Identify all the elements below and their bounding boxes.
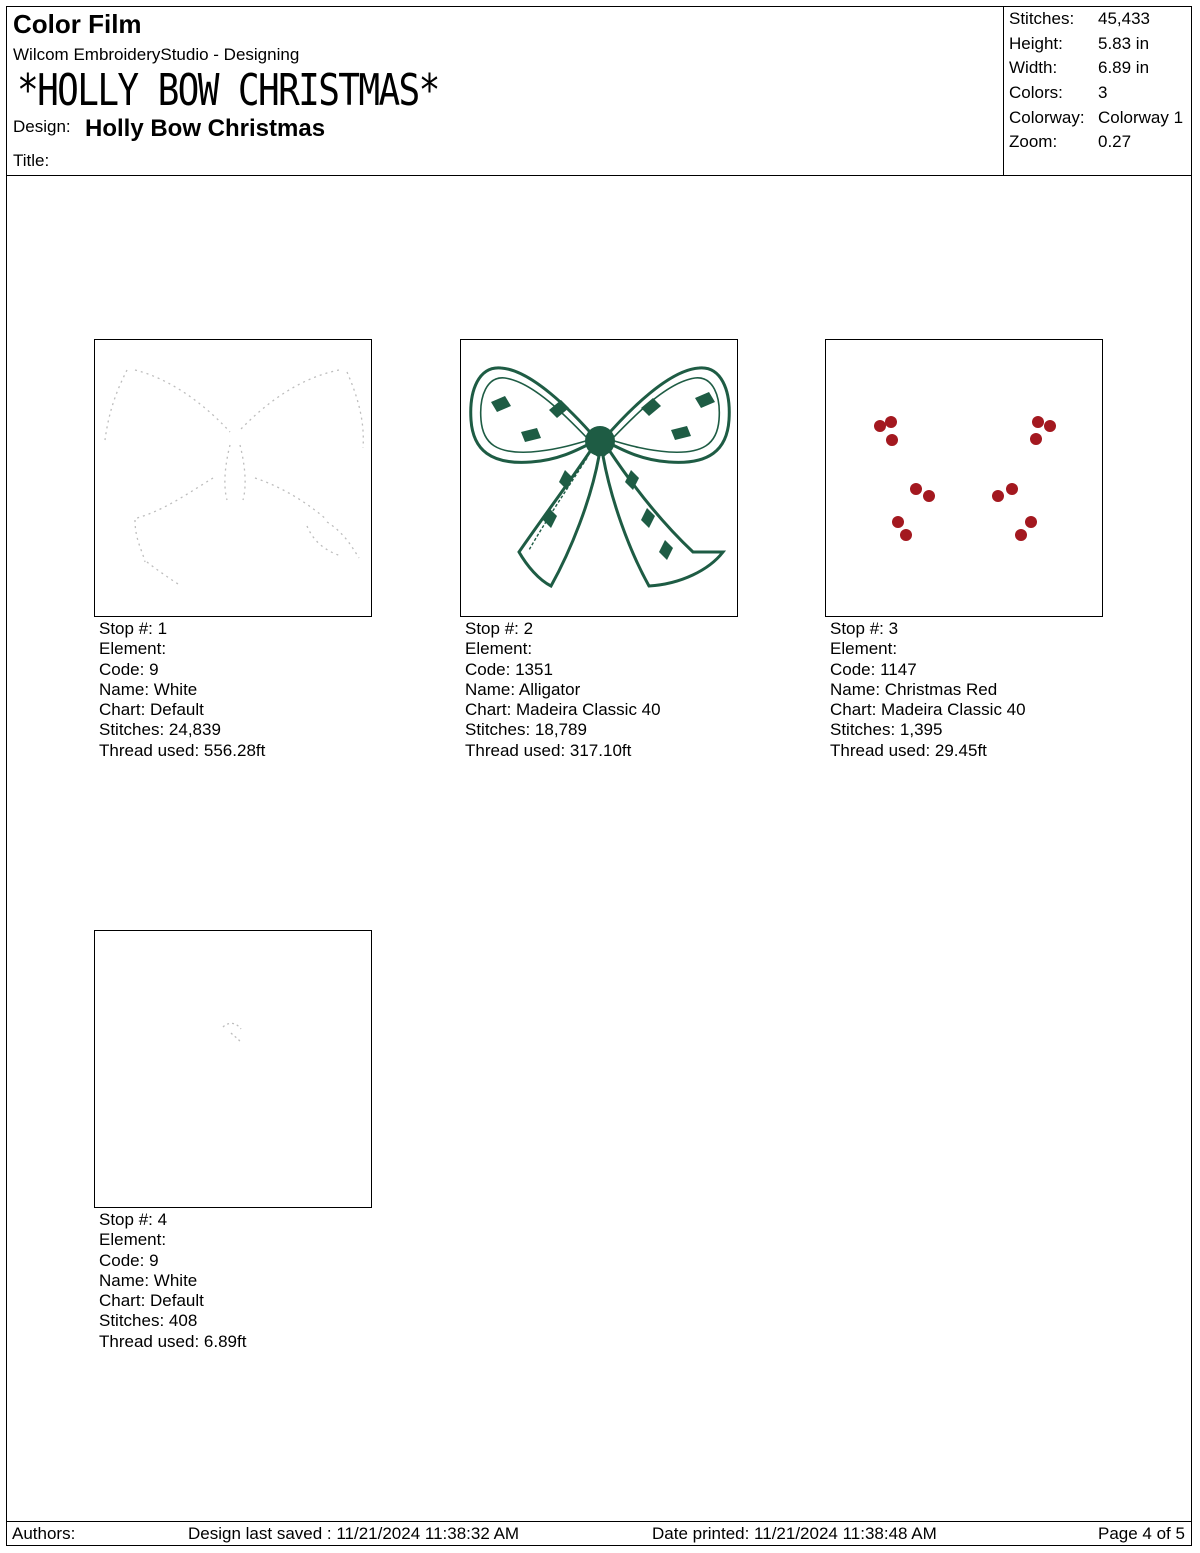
- stop-1-info: [99, 619, 372, 761]
- stop-number: Stop #: 1: [99, 619, 168, 638]
- stop-thread-name: Name: Alligator: [465, 679, 581, 699]
- stop-chart: Chart: Default: [99, 1291, 204, 1311]
- stop-thread-used: Thread used: 556.28ft: [99, 740, 266, 760]
- stop-number: Stop #: 2: [465, 619, 534, 638]
- stop-card-4: [94, 930, 372, 1352]
- white-detail-stitches-icon: [95, 931, 372, 1208]
- stop-thread-used: Thread used: 6.89ft: [99, 1331, 247, 1351]
- stop-stitches: Stitches: 1,395: [830, 720, 943, 740]
- stop-thread-name: Name: White: [99, 1270, 198, 1290]
- stop-3-thumbnail: [825, 339, 1103, 617]
- stat-value: 0.27: [1098, 132, 1132, 152]
- report-title: Color Film: [13, 9, 142, 39]
- page-number: Page 4 of 5: [1098, 1524, 1185, 1543]
- stop-thread-name: Name: Christmas Red: [830, 679, 998, 699]
- stat-label: Width:: [1009, 58, 1058, 78]
- stop-code: Code: 9: [99, 1250, 159, 1270]
- design-label: Design:: [13, 117, 71, 136]
- stop-thread-name: Name: White: [99, 679, 198, 699]
- report-footer: [7, 1521, 1191, 1547]
- stop-element: Element:: [830, 639, 898, 659]
- stop-chart: Chart: Madeira Classic 40: [830, 700, 1026, 720]
- stop-stitches: Stitches: 408: [99, 1311, 198, 1331]
- stop-code: Code: 1147: [830, 659, 917, 679]
- stop-2-thumbnail: [460, 339, 738, 617]
- authors-label: Authors:: [12, 1524, 76, 1543]
- report-header: [7, 7, 1191, 176]
- stop-card-2: [460, 339, 738, 761]
- stop-number: Stop #: 4: [99, 1210, 168, 1229]
- bow-outline: [471, 368, 730, 586]
- title-label: Title:: [13, 151, 50, 170]
- stop-element: Element:: [465, 639, 533, 659]
- berries: [874, 416, 1056, 541]
- underlay-stitches: [105, 370, 363, 586]
- stop-4-thumbnail: [94, 930, 372, 1208]
- detail-stitches: [223, 1023, 241, 1043]
- stop-2-info: [465, 619, 738, 761]
- stop-thread-used: Thread used: 29.45ft: [830, 740, 987, 760]
- stop-element: Element:: [99, 639, 167, 659]
- stop-1-thumbnail: [94, 339, 372, 617]
- stop-code: Code: 1351: [465, 659, 553, 679]
- color-film-sheet: [6, 6, 1192, 1546]
- white-underlay-bow-icon: [95, 340, 372, 617]
- stop-thread-used: Thread used: 317.10ft: [465, 740, 632, 760]
- stat-label: Stitches:: [1009, 9, 1075, 28]
- app-name: Wilcom EmbroideryStudio - Designing: [13, 45, 300, 64]
- date-printed: Date printed: 11/21/2024 11:38:48 AM: [652, 1524, 937, 1543]
- stat-label: Height:: [1009, 33, 1063, 53]
- stop-chart: Chart: Default: [99, 700, 204, 720]
- stat-value: 45,433: [1098, 9, 1150, 28]
- stat-label: Colors:: [1009, 83, 1063, 103]
- stop-3-info: [830, 619, 1103, 761]
- stop-stitches: Stitches: 24,839: [99, 720, 221, 740]
- design-name: Holly Bow Christmas: [85, 115, 326, 142]
- stop-chart: Chart: Madeira Classic 40: [465, 700, 661, 720]
- holly-berries-icon: [826, 340, 1103, 617]
- design-banner: *HOLLY BOW CHRISTMAS*: [17, 65, 439, 116]
- stop-card-1: [94, 339, 372, 761]
- stat-value: Colorway 1: [1098, 107, 1184, 127]
- stop-number: Stop #: 3: [830, 619, 899, 638]
- header-info-panel: [7, 7, 1004, 175]
- bow-knot: [585, 426, 615, 456]
- stop-card-3: [825, 339, 1103, 761]
- stat-value: 5.83 in: [1098, 33, 1150, 53]
- stat-value: 6.89 in: [1098, 58, 1150, 78]
- stat-label: Colorway:: [1009, 107, 1085, 127]
- design-last-saved: Design last saved : 11/21/2024 11:38:32 AM: [188, 1524, 520, 1543]
- stat-label: Zoom:: [1009, 132, 1058, 152]
- stat-value: 3: [1098, 83, 1108, 103]
- holly-bow-icon: [461, 340, 738, 617]
- stop-element: Element:: [99, 1230, 167, 1250]
- stop-stitches: Stitches: 18,789: [465, 720, 587, 740]
- stop-code: Code: 9: [99, 659, 159, 679]
- stop-4-info: [99, 1210, 372, 1352]
